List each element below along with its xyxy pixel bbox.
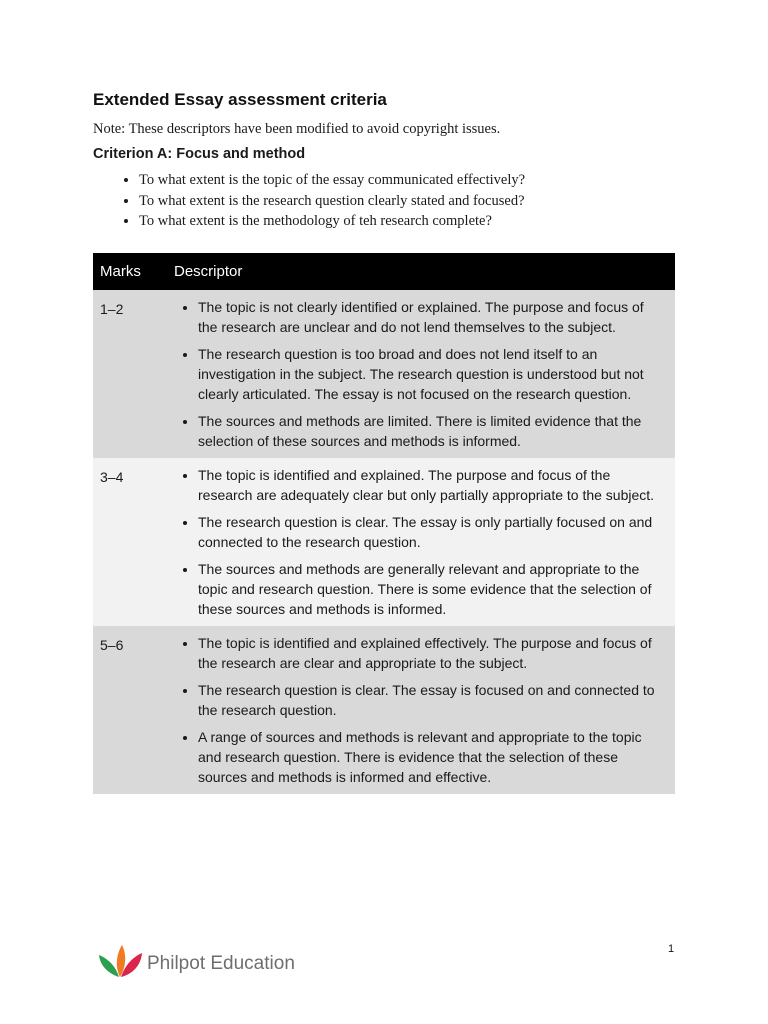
criteria-table [93, 253, 675, 794]
document-body [93, 88, 675, 232]
table-row [93, 458, 675, 626]
descriptor-item: • The sources and methods are limited. There is limited evidence that the selection of these sources and methods is informed. [198, 411, 663, 451]
descriptor-item: • The research question is too broad and does not lend itself to an investigation in the subject. The research question is understood but not clearly articulated. The essay is not focused on the research question. [198, 344, 663, 404]
page-number: 1 [668, 943, 675, 955]
descriptor-item: • A range of sources and methods is relevant and appropriate to the topic and research question. There is evidence that the selection of these sources and methods is informed and effective. [198, 727, 663, 787]
descriptor-list [167, 633, 663, 787]
table-header-row [93, 253, 675, 290]
descriptor-header: Descriptor [167, 253, 675, 290]
descriptor-item: • The research question is clear. The essay is focused on and connected to the research question. [198, 680, 663, 720]
marks-cell: 3–4 [93, 458, 167, 626]
logo-text: Philpot Education [147, 952, 295, 974]
table-row [93, 626, 675, 794]
leaf-icon [97, 943, 143, 984]
descriptor-item: • The research question is clear. The essay is only partially focused on and connected to the research question. [198, 512, 663, 552]
descriptor-cell [167, 458, 675, 626]
copyright-note: Note: These descriptors have been modified to avoid copyright issues. [93, 121, 501, 137]
marks-cell: 5–6 [93, 626, 167, 794]
descriptor-cell [167, 290, 675, 458]
criterion-heading: Criterion A: Focus and method [93, 146, 306, 162]
descriptor-item: • The topic is not clearly identified or explained. The purpose and focus of the research are unclear and do not lend themselves to the subject. [198, 297, 663, 337]
marks-cell: 1–2 [93, 290, 167, 458]
marks-header: Marks [93, 253, 167, 290]
footer-logo [97, 943, 295, 984]
page-title: Extended Essay assessment criteria [93, 90, 387, 109]
descriptor-cell [167, 626, 675, 794]
descriptor-item: • The sources and methods are generally relevant and appropriate to the topic and research question. There is some evidence that the selection of these sources and methods is informed. [198, 559, 663, 619]
question-item: • To what extent is the topic of the essay communicated effectively? [139, 170, 675, 191]
table-row [93, 290, 675, 458]
question-item: • To what extent is the research question clearly stated and focused? [139, 191, 675, 212]
descriptor-list [167, 465, 663, 619]
question-list [93, 170, 675, 232]
descriptor-list [167, 297, 663, 451]
question-item: • To what extent is the methodology of teh research complete? [139, 211, 675, 232]
descriptor-item: • The topic is identified and explained. The purpose and focus of the research are adequately clear but only partially appropriate to the subject. [198, 465, 663, 505]
descriptor-item: • The topic is identified and explained effectively. The purpose and focus of the research are clear and appropriate to the subject. [198, 633, 663, 673]
